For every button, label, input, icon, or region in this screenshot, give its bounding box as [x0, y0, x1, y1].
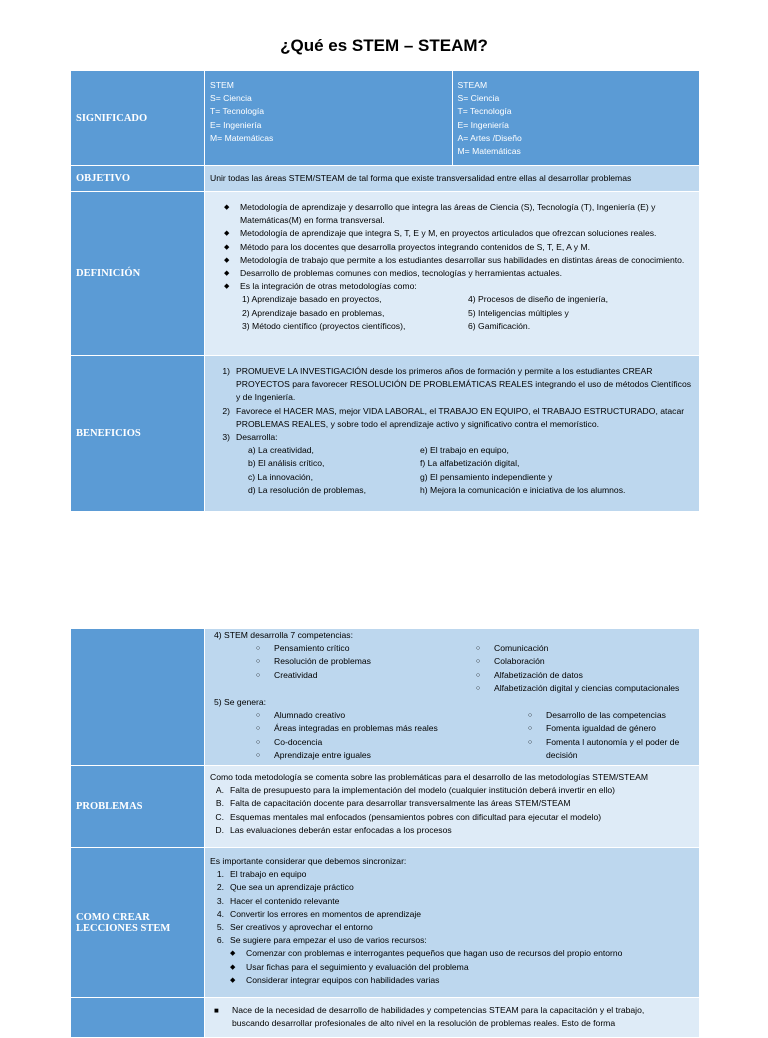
row-problemas: [71, 766, 700, 848]
circle-bullet-icon: ○: [255, 712, 261, 720]
list-number: 3.: [216, 895, 224, 906]
diamond-bullet-icon: ◆: [230, 976, 236, 984]
list-item-text: Falta de capacitación docente para desarrollar transversalmente las áreas STEM/STEAM: [230, 798, 571, 809]
steam-line: T= Tecnología: [457, 106, 512, 117]
list-item: [210, 811, 694, 824]
diamond-bullet-icon: ◆: [230, 950, 236, 958]
list-item: [210, 824, 694, 837]
label-objetivo: OBJETIVO: [71, 166, 205, 192]
develops-item: f) La alfabetización digital,: [420, 458, 520, 469]
develops-item: h) Mejora la comunicación e iniciativa de los alumnos.: [420, 484, 626, 495]
row-objetivo: [71, 166, 700, 192]
problemas-list: [210, 784, 694, 837]
circle-bullet-icon: ○: [527, 725, 533, 733]
list-number: B.: [215, 798, 224, 809]
stem-line: M= Matemáticas: [210, 132, 274, 143]
problemas-intro: Como toda metodología se comenta sobre las problemáticas para el desarrollo de las metodologías STEM/STEAM: [210, 772, 649, 783]
list-item: [466, 669, 694, 682]
list-item-text: Método para los docentes que desarrolla proyectos integrando contenidos de S, T, E, A y M.: [240, 241, 591, 252]
list-item-text: Pensamiento crítico: [274, 643, 350, 654]
lecciones-list: [210, 868, 694, 947]
list-item: [466, 642, 694, 655]
list-item-text: Desarrolla:: [236, 432, 278, 443]
steam-line: S= Ciencia: [457, 93, 500, 104]
list-item-text: Hacer el contenido relevante: [230, 895, 340, 906]
list-item: [246, 642, 466, 655]
list-number: 2.: [216, 882, 224, 893]
diamond-bullet-icon: ◆: [224, 283, 230, 291]
diamond-bullet-icon: ◆: [224, 204, 230, 211]
list-item: [210, 921, 694, 934]
circle-bullet-icon: ○: [255, 738, 261, 746]
methodology-item: 2) Aprendizaje basado en problemas,: [242, 307, 385, 318]
list-item-text: Las evaluaciones deberán estar enfocadas a los procesos: [230, 824, 452, 835]
develops-left: [248, 444, 420, 497]
list-item-text: Comunicación: [494, 643, 549, 654]
develops-item: e) El trabajo en equipo,: [420, 445, 509, 456]
circle-bullet-icon: ○: [475, 645, 481, 653]
list-item-text: Considerar integrar equipos con habilidades varias: [246, 974, 440, 985]
list-item-text: PROMUEVE LA INVESTIGACIÓN desde los primeros años de formación y permite a los estudiantes CREAR PROYECTOS para favorecer RESOLUCIÓN DE PROBLEMÁTICAS REALES integrando el uso de métodos Científicos y de Ingeniería.: [236, 366, 692, 403]
list-number: 6.: [216, 935, 224, 946]
circle-bullet-icon: ○: [475, 658, 481, 666]
list-item: [518, 722, 694, 735]
list-number: 2): [222, 405, 230, 416]
competencias-left: [210, 642, 466, 695]
list-number: C.: [215, 811, 224, 822]
circle-bullet-icon: ○: [255, 658, 261, 666]
genera-heading: 5) Se genera:: [214, 697, 267, 708]
objetivo-text: Unir todas las áreas STEM/STEAM de tal forma que existe transversalidad entre ellas al desarrollar problemas: [205, 166, 700, 192]
list-item: [210, 868, 694, 881]
lecciones-sublist: [210, 947, 694, 987]
list-item-text: Aprendizaje entre iguales: [274, 749, 371, 760]
list-item-text: Áreas integradas en problemas más reales: [274, 723, 438, 734]
list-item: [210, 934, 694, 947]
list-number: D.: [215, 824, 224, 835]
list-item-text: Fomenta igualdad de género: [546, 723, 656, 734]
square-bullet-icon: ■: [214, 1006, 219, 1016]
methodology-item: 6) Gamificación.: [468, 320, 531, 331]
list-item-text: Metodología de trabajo que permite a los estudiantes desarrollar sus habilidades en distintas áreas de conocimiento.: [240, 254, 685, 265]
list-number: 3): [222, 432, 230, 443]
develops-item: g) El pensamiento independiente y: [420, 471, 553, 482]
row-significado: [71, 71, 700, 166]
list-item-text: Desarrollo de las competencias: [546, 710, 666, 721]
stem-line: E= Ingeniería: [210, 119, 262, 130]
list-item-text: Ser creativos y aprovechar el entorno: [230, 922, 373, 933]
stem-line: T= Tecnología: [210, 106, 265, 117]
develops-item: a) La creatividad,: [248, 445, 314, 456]
methodology-item: 3) Método científico (proyectos científicos),: [242, 320, 406, 331]
diamond-bullet-icon: ◆: [230, 963, 236, 971]
diamond-bullet-icon: ◆: [224, 270, 230, 278]
beneficios-list: [210, 365, 694, 444]
list-number: 1.: [216, 869, 224, 880]
list-item: [246, 655, 466, 668]
list-item: [214, 241, 694, 254]
last-bullet: ■ Nace de la necesidad de desarrollo de habilidades y competencias STEAM para la capacitación y el trabajo, buscando desarrollar profesionales de alto nivel en la resolución de problemas reales. Esto de forma: [210, 1004, 694, 1030]
list-item: [210, 365, 694, 405]
list-item: [230, 961, 694, 974]
list-item: [214, 227, 694, 240]
steam-line: STEAM: [457, 80, 488, 90]
develops-item: b) El análisis crítico,: [248, 458, 325, 469]
label-definicion: DEFINICIÓN: [71, 192, 205, 356]
list-item: [518, 736, 694, 762]
circle-bullet-icon: ○: [255, 645, 261, 653]
circle-bullet-icon: ○: [475, 671, 481, 679]
steam-meaning: [453, 71, 700, 165]
list-item: [246, 669, 466, 682]
list-item-text: Alumnado creativo: [274, 710, 346, 721]
stem-table-1: [70, 70, 700, 512]
page-title: ¿Qué es STEM – STEAM?: [280, 36, 488, 55]
develops-item: c) La innovación,: [248, 471, 313, 482]
diamond-bullet-icon: ◆: [224, 256, 230, 264]
list-item-text: Comenzar con problemas e interrogantes pequeños que hagan uso de recursos del propio entorno: [246, 948, 623, 959]
stem-meaning: [205, 71, 453, 165]
methodologies-right: [468, 293, 694, 333]
list-item-text: Co-docencia: [274, 736, 323, 747]
label-significado: SIGNIFICADO: [71, 71, 205, 166]
competencias-right: [466, 642, 694, 695]
row-beneficios-cont: [71, 629, 700, 766]
list-item-text: Metodología de aprendizaje que integra S, T, E y M, en proyectos articulados que ofrezcan soluciones reales.: [240, 228, 657, 239]
steam-line: A= Artes /Diseño: [457, 132, 522, 143]
list-item-text: Es la integración de otras metodologías como:: [240, 281, 417, 292]
list-item-text: Creatividad: [274, 669, 318, 680]
stem-line: S= Ciencia: [210, 93, 252, 104]
list-item-text: Metodología de aprendizaje y desarrollo que integra las áreas de Ciencia (S), Tecnología (T), Ingeniería (E) y Matemáticas(M) en forma transversal.: [240, 202, 656, 226]
list-item: [246, 749, 518, 762]
list-number: 1): [222, 366, 230, 376]
develops-item: d) La resolución de problemas,: [248, 484, 366, 495]
list-item: [246, 736, 518, 749]
circle-bullet-icon: ○: [527, 712, 533, 720]
list-item: [214, 267, 694, 280]
list-item-text: Usar fichas para el seguimiento y evaluación del problema: [246, 961, 469, 972]
list-number: A.: [215, 785, 224, 796]
list-item: [210, 797, 694, 810]
list-item-text: El trabajo en equipo: [230, 869, 307, 880]
list-item-text: Favorece el HACER MAS, mejor VIDA LABORAL, el TRABAJO EN EQUIPO, el TRABAJO ESTRUCTURADO, atacar PROBLEMAS REALES, y sobre todo el aprendizaje activo y significativo contra el memorístico.: [236, 405, 685, 429]
stem-line: STEM: [210, 80, 234, 90]
list-item: [210, 784, 694, 797]
competencias-heading: 4) STEM desarrolla 7 competencias:: [214, 630, 353, 640]
develops-right: [420, 444, 694, 497]
list-number: 4.: [216, 908, 224, 919]
circle-bullet-icon: ○: [475, 684, 481, 692]
list-item-text: Fomenta l autonomía y el poder de decisión: [546, 736, 680, 760]
list-item: [210, 881, 694, 894]
list-item-text: Falta de presupuesto para la implementación del modelo (cualquier institución deberá invertir en ello): [230, 785, 616, 796]
list-item: [210, 405, 694, 431]
stem-table-2: [70, 628, 700, 1038]
list-item-text: Alfabetización digital y ciencias computacionales: [494, 682, 680, 693]
list-item-text: Se sugiere para empezar el uso de varios recursos:: [230, 935, 427, 946]
list-item: [214, 280, 694, 293]
methodology-item: 1) Aprendizaje basado en proyectos,: [242, 294, 382, 305]
label-beneficios: BENEFICIOS: [71, 356, 205, 512]
row-last: [71, 998, 700, 1038]
list-number: 5.: [216, 922, 224, 933]
lecciones-intro: Es importante considerar que debemos sincronizar:: [210, 856, 407, 867]
list-item: [518, 709, 694, 722]
list-item-text: Alfabetización de datos: [494, 669, 583, 680]
list-item: [210, 431, 694, 444]
row-beneficios: [71, 356, 700, 512]
circle-bullet-icon: ○: [255, 671, 261, 679]
diamond-bullet-icon: ◆: [224, 230, 230, 238]
genera-left: [210, 709, 518, 762]
list-item-text: Que sea un aprendizaje práctico: [230, 882, 354, 893]
list-item-text: Convertir los errores en momentos de aprendizaje: [230, 908, 422, 919]
label-lecciones: COMO CREAR LECCIONES STEM: [71, 848, 205, 998]
definicion-list: [210, 201, 694, 293]
list-item: [246, 722, 518, 735]
list-item: [230, 947, 694, 960]
genera-right: [518, 709, 694, 762]
list-item-text: Resolución de problemas: [274, 656, 371, 667]
diamond-bullet-icon: ◆: [224, 243, 230, 251]
row-lecciones: [71, 848, 700, 998]
list-item-text: Esquemas mentales mal enfocados (pensamientos pobres con dificultad para ejecutar el modelo): [230, 811, 602, 822]
circle-bullet-icon: ○: [527, 738, 533, 746]
row-definicion: [71, 192, 700, 356]
steam-line: M= Matemáticas: [457, 146, 521, 157]
label-problemas: PROBLEMAS: [71, 766, 205, 848]
list-item: [230, 974, 694, 987]
circle-bullet-icon: ○: [255, 725, 261, 733]
list-item-text: Desarrollo de problemas comunes con medios, tecnologías y herramientas actuales.: [240, 268, 562, 279]
list-item: [210, 895, 694, 908]
circle-bullet-icon: ○: [255, 751, 261, 759]
methodologies-left: [242, 293, 468, 333]
list-item-text: Colaboración: [494, 656, 545, 667]
steam-line: E= Ingeniería: [457, 119, 509, 130]
list-item: [466, 655, 694, 668]
list-item: [214, 201, 694, 227]
list-item: [246, 709, 518, 722]
list-item: [214, 254, 694, 267]
methodology-item: 5) Inteligencias múltiples y: [468, 307, 569, 318]
list-item: [210, 908, 694, 921]
methodology-item: 4) Procesos de diseño de ingeniería,: [468, 294, 608, 305]
list-item: [466, 682, 694, 695]
